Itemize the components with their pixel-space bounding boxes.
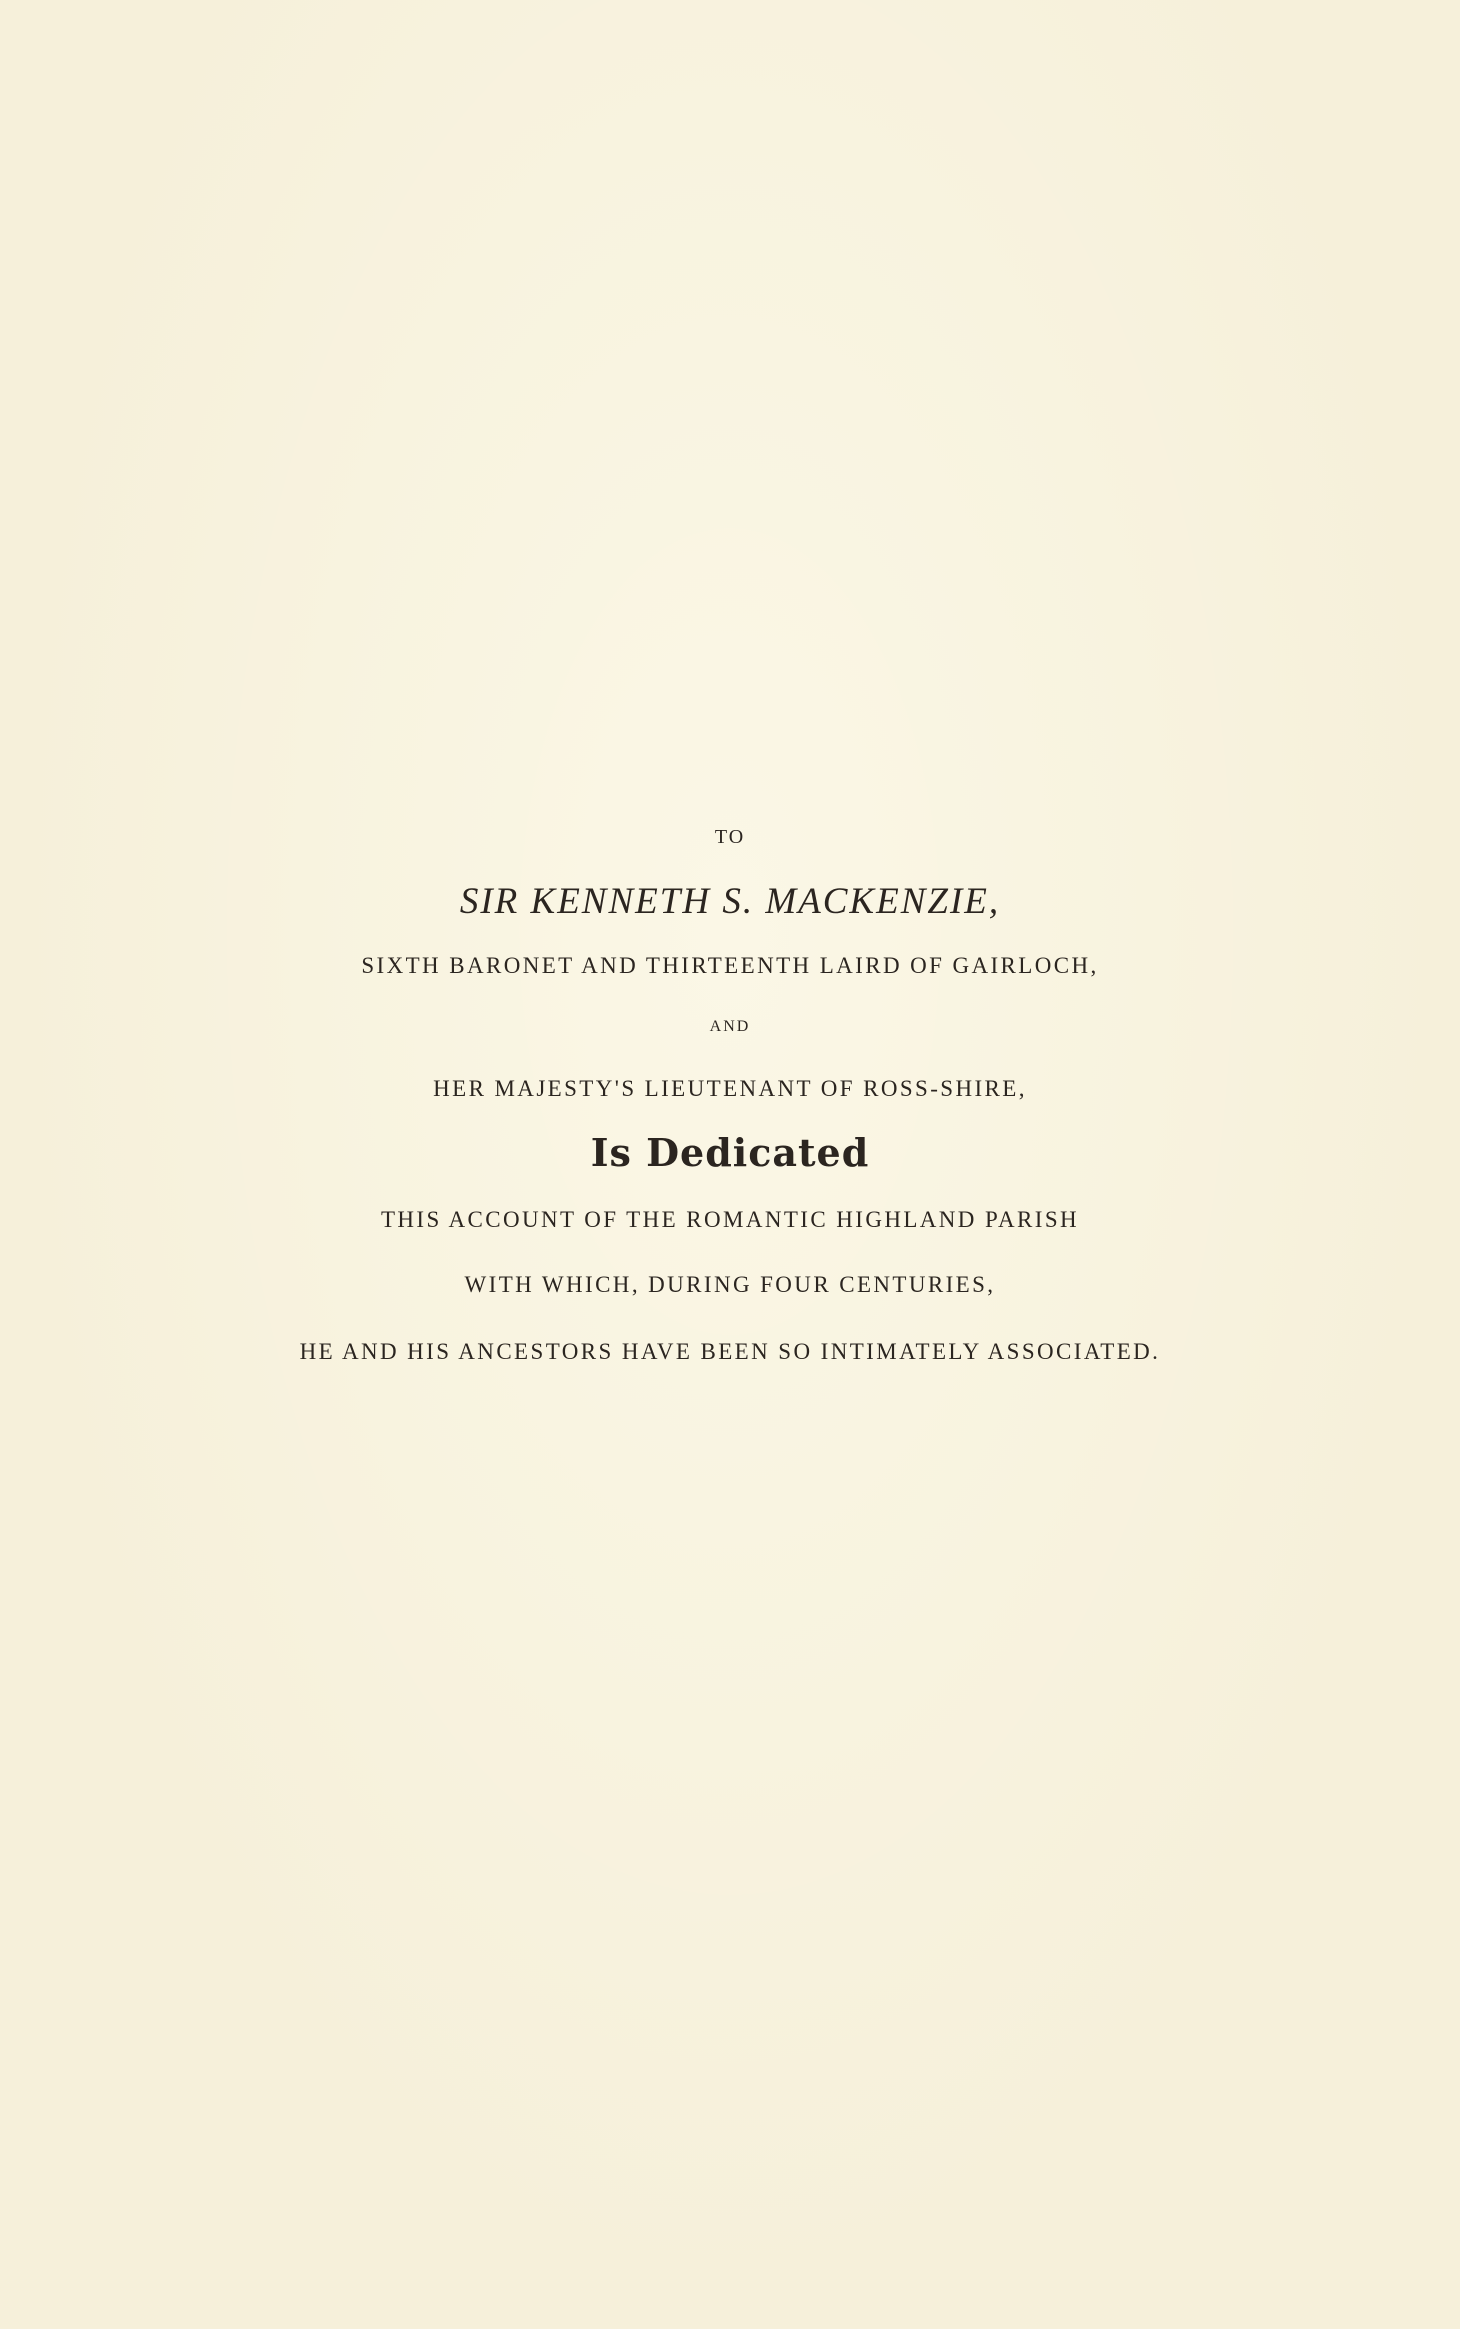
dedication-text-line-1: THIS ACCOUNT OF THE ROMANTIC HIGHLAND PARISH [380, 1207, 1080, 1232]
dedicatee-name: SIR KENNETH S. MACKENZIE, [459, 881, 1001, 922]
dedication-text-line-3: HE AND HIS ANCESTORS HAVE BEEN SO INTIMATELY ASSOCIATED. [299, 1339, 1161, 1364]
dedicatee-office: HER MAJESTY'S LIEUTENANT OF ROSS-SHIRE, [433, 1076, 1027, 1101]
conjunction-and: AND [709, 1018, 751, 1035]
dedication-to: TO [714, 826, 746, 848]
is-dedicated-heading: Is Dedicated [590, 1130, 870, 1175]
dedicatee-title: SIXTH BARONET AND THIRTEENTH LAIRD OF GAIRLOCH, [361, 953, 1099, 978]
dedication-text-line-2: WITH WHICH, DURING FOUR CENTURIES, [464, 1272, 996, 1297]
